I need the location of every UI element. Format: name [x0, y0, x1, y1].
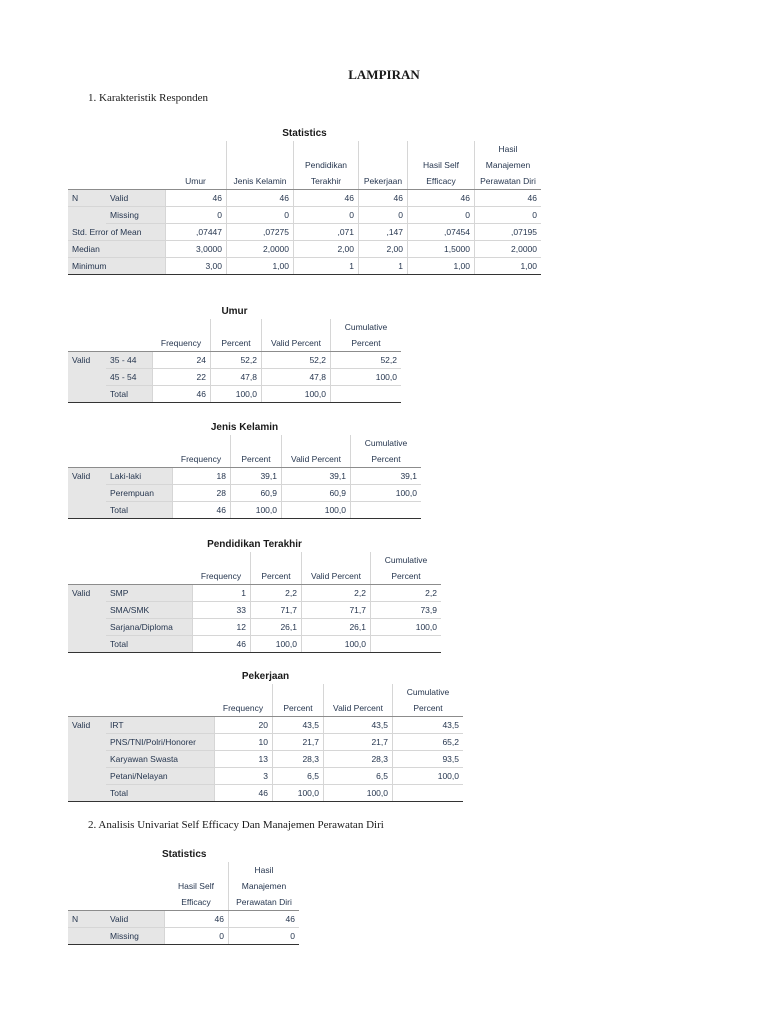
column-header: Percent	[251, 552, 302, 585]
table-cell: 100,0	[273, 785, 324, 802]
table-cell: 39,1	[231, 468, 282, 485]
table-row	[68, 717, 463, 734]
table-cell	[331, 386, 402, 403]
table-row	[68, 602, 441, 619]
row-group-label	[68, 734, 106, 751]
table-cell: 12	[192, 619, 251, 636]
table-cell: 52,2	[331, 352, 402, 369]
row-group-label	[68, 785, 106, 802]
table-cell: 20	[214, 717, 273, 734]
table-cell: 28,3	[273, 751, 324, 768]
row-label: Total	[106, 785, 214, 802]
table-row	[68, 636, 441, 653]
table-caption: Pendidikan Terakhir	[207, 539, 302, 550]
table-cell: 100,0	[371, 619, 442, 636]
table-cell: 26,1	[302, 619, 371, 636]
table-cell: ,07454	[408, 224, 475, 241]
table-cell: 60,9	[282, 485, 351, 502]
table-cell: 100,0	[302, 636, 371, 653]
table-cell: 100,0	[324, 785, 393, 802]
column-header: Hasil Manajemen Perawatan Diri	[229, 862, 300, 911]
table-row	[68, 207, 541, 224]
row-group-label	[68, 369, 106, 386]
table-caption: Pekerjaan	[241, 671, 290, 682]
row-label: Median	[68, 241, 165, 258]
header-blank	[68, 435, 106, 468]
table-cell: 46	[192, 636, 251, 653]
table-cell: 73,9	[371, 602, 442, 619]
row-label: Perempuan	[106, 485, 172, 502]
table-row	[68, 190, 541, 207]
table-cell: 100,0	[282, 502, 351, 519]
row-label	[68, 928, 106, 945]
row-label: Laki-laki	[106, 468, 172, 485]
table-cell: 47,8	[262, 369, 331, 386]
column-header: Valid Percent	[262, 319, 331, 352]
table-cell: 93,5	[393, 751, 464, 768]
table-cell: 28	[172, 485, 231, 502]
row-label: Karyawan Swasta	[106, 751, 214, 768]
header-blank	[106, 862, 164, 911]
row-sublabel: Valid	[106, 911, 164, 928]
table-cell: 100,0	[331, 369, 402, 386]
row-group-label	[68, 602, 106, 619]
header-blank	[68, 684, 106, 717]
table-row	[68, 911, 299, 928]
table-caption: Statistics	[282, 128, 327, 139]
column-header: Hasil Manajemen Perawatan Diri	[475, 141, 542, 190]
column-header: Hasil Self Efficacy	[164, 862, 229, 911]
column-header: Umur	[165, 141, 227, 190]
table-cell: 0	[165, 207, 227, 224]
column-header: Pendidikan Terakhir	[294, 141, 359, 190]
table-caption: Statistics	[162, 849, 207, 860]
table-cell: ,071	[294, 224, 359, 241]
column-header: Frequency	[172, 435, 231, 468]
table-cell: 43,5	[324, 717, 393, 734]
column-header: Cumulative Percent	[331, 319, 402, 352]
table-cell: 26,1	[251, 619, 302, 636]
row-label: Total	[106, 636, 192, 653]
column-header: Percent	[273, 684, 324, 717]
table-row	[68, 734, 463, 751]
table-cell: ,147	[359, 224, 408, 241]
row-label: 45 - 54	[106, 369, 152, 386]
table-cell: 28,3	[324, 751, 393, 768]
row-sublabel: Valid	[106, 190, 165, 207]
row-label: N	[68, 190, 106, 207]
column-header: Valid Percent	[324, 684, 393, 717]
table-cell: ,07447	[165, 224, 227, 241]
table-cell: 6,5	[273, 768, 324, 785]
table-cell: 46	[165, 190, 227, 207]
table-cell: 65,2	[393, 734, 464, 751]
table-cell: 100,0	[262, 386, 331, 403]
row-label: Total	[106, 386, 152, 403]
table-row	[68, 258, 541, 275]
row-sublabel: Missing	[106, 928, 164, 945]
table-cell: 46	[229, 911, 300, 928]
table-cell: 2,2	[371, 585, 442, 602]
table-cell: 39,1	[282, 468, 351, 485]
table-cell	[393, 785, 464, 802]
table-cell: 13	[214, 751, 273, 768]
table-cell: 52,2	[262, 352, 331, 369]
row-group-label	[68, 636, 106, 653]
table-cell: 0	[229, 928, 300, 945]
table-row	[68, 619, 441, 636]
row-group-label: Valid	[68, 585, 106, 602]
table-row	[68, 468, 421, 485]
table-cell: 24	[152, 352, 211, 369]
row-label: Std. Error of Mean	[68, 224, 165, 241]
table-cell: 46	[359, 190, 408, 207]
table-cell: 43,5	[273, 717, 324, 734]
table-cell: 71,7	[251, 602, 302, 619]
page-title: LAMPIRAN	[348, 67, 420, 82]
table-row	[68, 585, 441, 602]
column-header: Valid Percent	[282, 435, 351, 468]
row-group-label	[68, 386, 106, 403]
header-blank	[106, 141, 165, 190]
table-cell: 2,0000	[227, 241, 294, 258]
table-cell: 1,00	[408, 258, 475, 275]
table-cell: 71,7	[302, 602, 371, 619]
table-cell: 60,9	[231, 485, 282, 502]
table-cell: 2,0000	[475, 241, 542, 258]
table-cell: ,07275	[227, 224, 294, 241]
table-cell	[351, 502, 422, 519]
table-cell: 0	[408, 207, 475, 224]
row-group-label	[68, 619, 106, 636]
table-cell: 6,5	[324, 768, 393, 785]
row-label: SMP	[106, 585, 192, 602]
table-caption: Umur	[221, 306, 248, 317]
row-label: Petani/Nelayan	[106, 768, 214, 785]
row-group-label: Valid	[68, 352, 106, 369]
frequency-table-umur	[68, 306, 401, 403]
table-cell: 43,5	[393, 717, 464, 734]
table-cell: 1,5000	[408, 241, 475, 258]
table-cell: 46	[294, 190, 359, 207]
row-label: PNS/TNI/Polri/Honorer	[106, 734, 214, 751]
table-cell: 100,0	[211, 386, 262, 403]
table-row	[68, 768, 463, 785]
table-cell: 18	[172, 468, 231, 485]
row-group-label	[68, 768, 106, 785]
column-header: Hasil Self Efficacy	[408, 141, 475, 190]
header-blank	[106, 552, 192, 585]
table-cell: 46	[214, 785, 273, 802]
frequency-table-jenis-kelamin	[68, 422, 421, 519]
header-blank	[68, 862, 106, 911]
section-heading-1: 1. Karakteristik Responden	[88, 92, 209, 104]
section-heading-2: 2. Analisis Univariat Self Efficacy Dan Manajemen Perawatan Diri	[88, 819, 384, 831]
table-cell: 46	[227, 190, 294, 207]
table-cell: 22	[152, 369, 211, 386]
row-label: SMA/SMK	[106, 602, 192, 619]
header-blank	[106, 684, 214, 717]
column-header: Cumulative Percent	[371, 552, 442, 585]
table-row	[68, 224, 541, 241]
table-cell: 52,2	[211, 352, 262, 369]
table-row	[68, 785, 463, 802]
row-label: 35 - 44	[106, 352, 152, 369]
row-group-label: Valid	[68, 468, 106, 485]
table-cell: 1	[359, 258, 408, 275]
table-cell: 0	[359, 207, 408, 224]
table-cell: 100,0	[251, 636, 302, 653]
row-group-label	[68, 502, 106, 519]
table-cell: 39,1	[351, 468, 422, 485]
column-header: Cumulative Percent	[351, 435, 422, 468]
table-cell: 2,00	[359, 241, 408, 258]
row-label: Minimum	[68, 258, 165, 275]
table-cell: 21,7	[273, 734, 324, 751]
table-row	[68, 352, 401, 369]
column-header: Valid Percent	[302, 552, 371, 585]
table-cell: 3,0000	[165, 241, 227, 258]
column-header: Percent	[231, 435, 282, 468]
table-row	[68, 502, 421, 519]
table-cell: 1,00	[227, 258, 294, 275]
table-cell: 46	[475, 190, 542, 207]
table-cell: 0	[164, 928, 229, 945]
table-cell: 3	[214, 768, 273, 785]
table-row	[68, 241, 541, 258]
column-header: Jenis Kelamin	[227, 141, 294, 190]
statistics-table	[68, 128, 541, 275]
table-cell: 0	[294, 207, 359, 224]
table-cell: 100,0	[393, 768, 464, 785]
row-group-label	[68, 751, 106, 768]
column-header: Cumulative Percent	[393, 684, 464, 717]
table-row	[68, 751, 463, 768]
frequency-table-pekerjaan	[68, 671, 463, 802]
table-cell: 2,2	[302, 585, 371, 602]
row-label: IRT	[106, 717, 214, 734]
row-group-label	[68, 485, 106, 502]
table-cell: 2,2	[251, 585, 302, 602]
frequency-table-pendidikan	[68, 539, 441, 653]
table-cell: 1	[192, 585, 251, 602]
row-label: Sarjana/Diploma	[106, 619, 192, 636]
header-blank	[106, 435, 172, 468]
table-cell: ,07195	[475, 224, 542, 241]
column-header: Frequency	[152, 319, 211, 352]
row-label	[68, 207, 106, 224]
header-blank	[68, 141, 106, 190]
table-cell: 100,0	[231, 502, 282, 519]
table-cell: 3,00	[165, 258, 227, 275]
row-label: N	[68, 911, 106, 928]
column-header: Pekerjaan	[359, 141, 408, 190]
column-header: Frequency	[192, 552, 251, 585]
table-cell: 0	[475, 207, 542, 224]
header-blank	[106, 319, 152, 352]
table-cell: 46	[408, 190, 475, 207]
table-cell: 100,0	[351, 485, 422, 502]
table-cell: 10	[214, 734, 273, 751]
table-cell: 47,8	[211, 369, 262, 386]
row-group-label: Valid	[68, 717, 106, 734]
table-cell: 21,7	[324, 734, 393, 751]
table-cell: 1,00	[475, 258, 542, 275]
table-cell: 46	[152, 386, 211, 403]
table-row	[68, 369, 401, 386]
table-row	[68, 928, 299, 945]
row-label: Total	[106, 502, 172, 519]
column-header: Percent	[211, 319, 262, 352]
header-blank	[68, 319, 106, 352]
table-cell	[371, 636, 442, 653]
table-row	[68, 485, 421, 502]
table-row	[68, 386, 401, 403]
header-blank	[68, 552, 106, 585]
table-cell: 33	[192, 602, 251, 619]
table-cell: 2,00	[294, 241, 359, 258]
table-cell: 0	[227, 207, 294, 224]
row-sublabel: Missing	[106, 207, 165, 224]
table-cell: 1	[294, 258, 359, 275]
table-caption: Jenis Kelamin	[210, 422, 279, 433]
statistics-table-2	[68, 849, 299, 945]
table-cell: 46	[172, 502, 231, 519]
table-cell: 46	[164, 911, 229, 928]
column-header: Frequency	[214, 684, 273, 717]
